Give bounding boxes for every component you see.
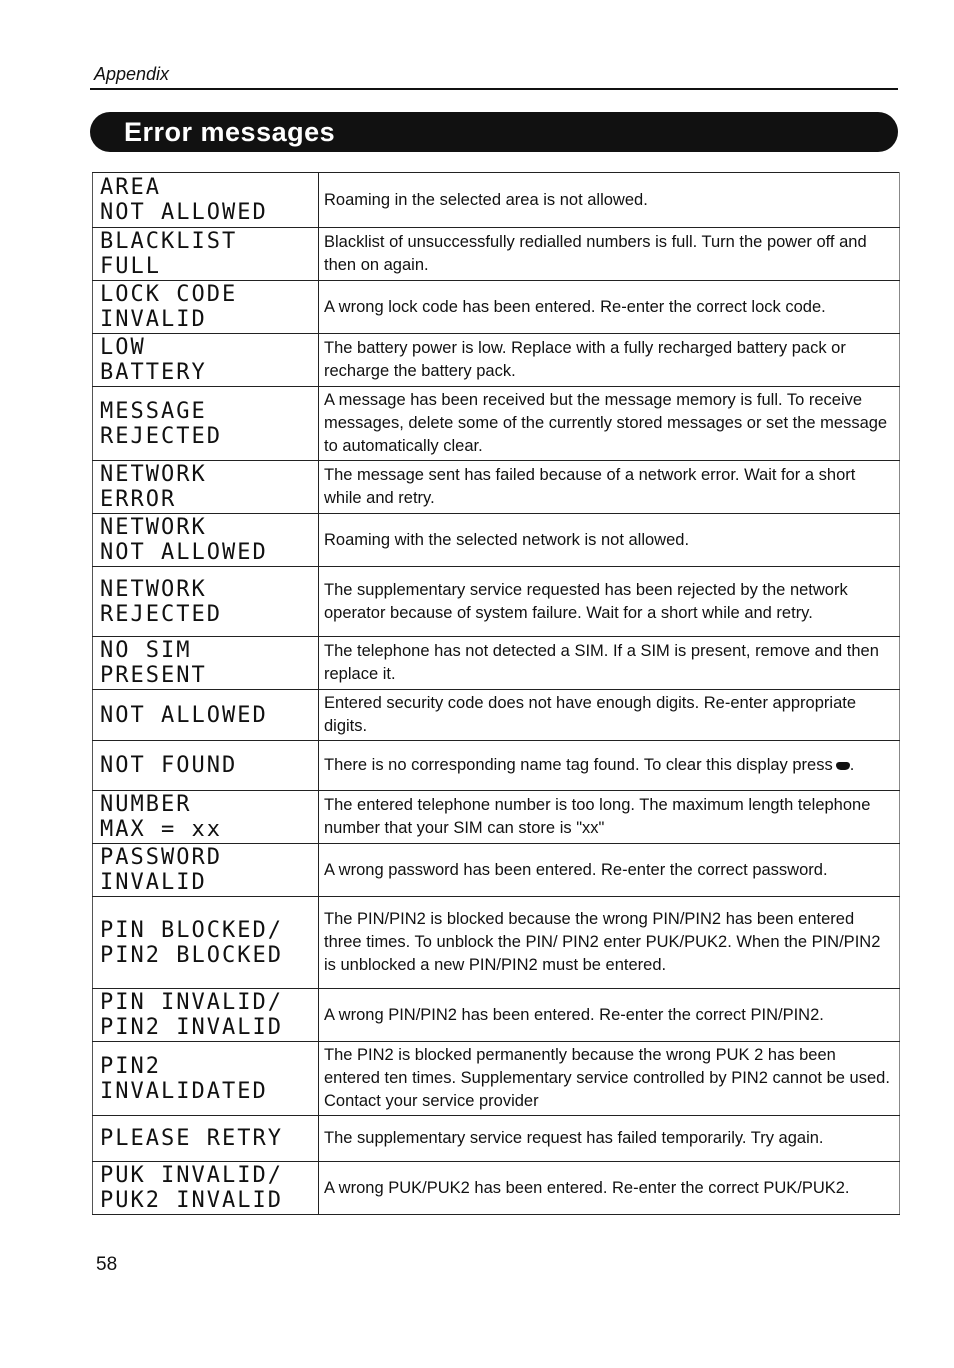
error-description [319, 228, 900, 281]
error-code [93, 844, 319, 897]
page-number: 58 [96, 1254, 118, 1275]
error-row [93, 989, 900, 1042]
error-code-line: NOT ALLOWED [100, 200, 268, 225]
error-row [93, 173, 900, 228]
error-description-text: The supplementary service requested has been rejected by the network operator because of system failure. Wait for a short while and retry. [324, 580, 848, 622]
error-description-text: Blacklist of unsuccessfully redialled numbers is full. Turn the power off and then on again. [324, 233, 867, 274]
error-code-line: PASSWORD [100, 845, 222, 870]
error-description-text: The supplementary service request has failed temporarily. Try again. [324, 1129, 824, 1147]
error-code-line: NOT ALLOWED [100, 702, 268, 728]
error-code-line: LOW [100, 335, 146, 360]
error-description [319, 567, 900, 637]
error-description [319, 741, 900, 791]
error-code-line: PIN2 [100, 1053, 161, 1079]
error-row [93, 228, 900, 281]
error-description-text: A wrong PUK/PUK2 has been entered. Re-enter the correct PUK/PUK2. [324, 1178, 850, 1197]
error-row [93, 690, 900, 741]
error-row [93, 637, 900, 690]
error-code-line: PUK INVALID/ [100, 1163, 283, 1188]
error-code [93, 690, 319, 741]
error-description [319, 1116, 900, 1162]
error-code [93, 173, 319, 228]
error-row [93, 844, 900, 897]
error-description [319, 281, 900, 334]
error-description [319, 387, 900, 461]
error-code-line: PIN2 INVALID [100, 1015, 283, 1040]
error-code [93, 461, 319, 514]
error-messages-body [93, 173, 900, 1215]
error-description-text: The PIN2 is blocked permanently because the wrong PUK 2 has been entered ten times. Supplementary service controlled by PIN2 cannot be used. Contact your service provider [324, 1046, 890, 1110]
error-row [93, 334, 900, 387]
error-description [319, 1042, 900, 1116]
error-code [93, 897, 319, 989]
error-row [93, 567, 900, 637]
error-code [93, 387, 319, 461]
error-row [93, 741, 900, 791]
error-row [93, 1116, 900, 1162]
error-row [93, 281, 900, 334]
error-code-line: NOT ALLOWED [100, 540, 268, 565]
error-description [319, 334, 900, 387]
error-code-line: INVALID [100, 870, 207, 895]
error-description-text: The telephone has not detected a SIM. If a SIM is present, remove and then replace it. [324, 642, 879, 683]
error-code [93, 334, 319, 387]
error-code-line: PIN INVALID/ [100, 990, 283, 1015]
error-code-line: FULL [100, 254, 161, 279]
error-description [319, 989, 900, 1042]
error-row [93, 897, 900, 989]
error-description [319, 690, 900, 741]
error-code [93, 228, 319, 281]
error-description-text: There is no corresponding name tag found. To clear this display press [324, 756, 833, 774]
error-description-text: A wrong password has been entered. Re-enter the correct password. [324, 860, 828, 879]
error-code-line: PUK2 INVALID [100, 1188, 283, 1213]
error-description [319, 514, 900, 567]
header-rule [90, 88, 898, 90]
error-row [93, 1162, 900, 1215]
error-code-line: INVALIDATED [100, 1078, 268, 1104]
error-code-line: AREA [100, 175, 161, 200]
error-code [93, 637, 319, 690]
error-description [319, 637, 900, 690]
error-code-line: NETWORK [100, 576, 207, 602]
error-code-line: PIN BLOCKED/ [100, 917, 283, 943]
error-row [93, 791, 900, 844]
error-description-text: A wrong lock code has been entered. Re-enter the correct lock code. [324, 297, 826, 316]
error-description [319, 844, 900, 897]
error-code [93, 1042, 319, 1116]
error-description-text: A wrong PIN/PIN2 has been entered. Re-enter the correct PIN/PIN2. [324, 1005, 824, 1024]
error-description [319, 791, 900, 844]
error-description-text: The entered telephone number is too long. The maximum length telephone number that your SIM can store is "xx" [324, 796, 871, 837]
error-description-suffix: . [849, 756, 855, 774]
error-code-line: INVALID [100, 307, 207, 332]
error-code-line: NETWORK [100, 462, 207, 487]
error-code-line: NUMBER [100, 792, 192, 817]
error-description-text: The battery power is low. Replace with a fully recharged battery pack or recharge the battery pack. [324, 339, 846, 380]
error-description-text: The message sent has failed because of a network error. Wait for a short while and retry. [324, 466, 856, 507]
error-messages-table [92, 172, 900, 1215]
error-code-line: NOT FOUND [100, 753, 238, 778]
error-row [93, 514, 900, 567]
error-description-text: The PIN/PIN2 is blocked because the wrong PIN/PIN2 has been entered three times. To unblock the PIN/ PIN2 enter PUK/PUK2. When the PIN/PIN2 is unblocked a new PIN/PIN2 must be entered. [324, 910, 881, 974]
error-row [93, 1042, 900, 1116]
error-code [93, 1116, 319, 1162]
error-code-line: PIN2 BLOCKED [100, 942, 283, 968]
error-description [319, 173, 900, 228]
error-code [93, 741, 319, 791]
error-description [319, 897, 900, 989]
error-code-line: NO SIM [100, 638, 192, 663]
page-title: Error messages [124, 116, 336, 147]
error-description-text: A message has been received but the message memory is full. To receive messages, delete some of the currently stored messages or set the message to automatically clear. [324, 391, 888, 455]
error-code [93, 1162, 319, 1215]
error-code [93, 989, 319, 1042]
error-code [93, 514, 319, 567]
section-label: Appendix [94, 64, 170, 84]
error-description-text: Roaming with the selected network is not allowed. [324, 530, 690, 549]
error-description [319, 1162, 900, 1215]
end-key-icon [836, 762, 850, 770]
error-code-line: LOCK CODE [100, 282, 238, 307]
error-code [93, 281, 319, 334]
error-code-line: MESSAGE [100, 398, 207, 424]
error-code-line: PRESENT [100, 663, 207, 688]
error-code [93, 567, 319, 637]
error-code-line: REJECTED [100, 423, 222, 449]
error-code [93, 791, 319, 844]
error-code-line: BLACKLIST [100, 229, 238, 254]
error-description-text: Roaming in the selected area is not allowed. [324, 190, 648, 209]
error-code-line: REJECTED [100, 601, 222, 627]
error-code-line: ERROR [100, 487, 177, 512]
error-code-line: NETWORK [100, 515, 207, 540]
error-row [93, 461, 900, 514]
error-description-text: Entered security code does not have enough digits. Re-enter appropriate digits. [324, 694, 857, 735]
error-code-line: PLEASE RETRY [100, 1126, 283, 1151]
error-code-line: MAX = xx [100, 817, 222, 842]
error-code-line: BATTERY [100, 360, 207, 385]
error-row [93, 387, 900, 461]
error-description [319, 461, 900, 514]
section-banner [90, 112, 898, 152]
